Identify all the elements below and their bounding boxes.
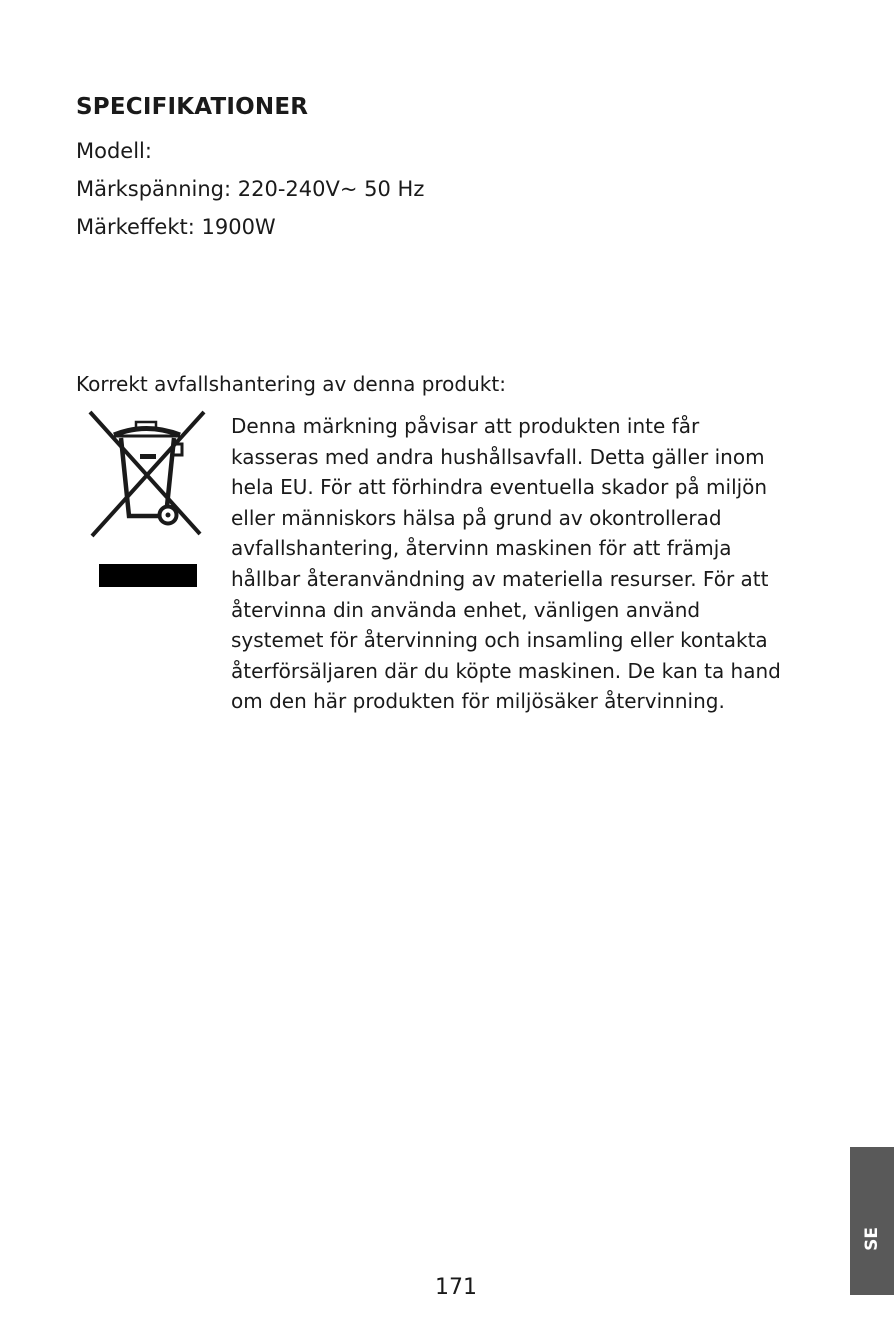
disposal-text-line: kasseras med andra hushållsavfall. Detta gäller inom [231, 444, 765, 469]
disposal-text-line: avfallshantering, återvinn maskinen för att främja [231, 536, 732, 561]
crossed-out-wheelie-bin-icon [84, 408, 210, 540]
disposal-text-line: systemet för återvinning och insamling eller kontakta [231, 628, 768, 653]
spec-rated-voltage: Märkspänning: 220-240V~ 50 Hz [76, 177, 425, 201]
disposal-heading: Korrekt avfallshantering av denna produkt: [76, 372, 506, 396]
disposal-text-line: Denna märkning påvisar att produkten inte får [231, 414, 700, 438]
disposal-text-line: eller människors hälsa på grund av okontrollerad [231, 505, 722, 530]
disposal-text-line: hållbar återanvändning av materiella resurser. För att [231, 566, 769, 591]
disposal-text-line: återvinna din använda enhet, vänligen använd [231, 597, 701, 622]
page-number: 171 [435, 1275, 477, 1300]
language-tab-label: SE [862, 1227, 882, 1251]
language-tab [850, 1147, 894, 1295]
spec-rated-power: Märkeffekt: 1900W [76, 215, 276, 239]
disposal-text-line: om den här produkten för miljösäker återvinning. [231, 689, 725, 714]
section-title: SPECIFIKATIONER [76, 94, 309, 120]
disposal-text-line: hela EU. För att förhindra eventuella skador på miljön [231, 475, 768, 500]
spec-model: Modell: [76, 139, 152, 163]
disposal-text [231, 411, 831, 717]
weee-black-bar [99, 564, 197, 587]
disposal-text-line: återförsäljaren där du köpte maskinen. De kan ta hand [231, 658, 781, 683]
